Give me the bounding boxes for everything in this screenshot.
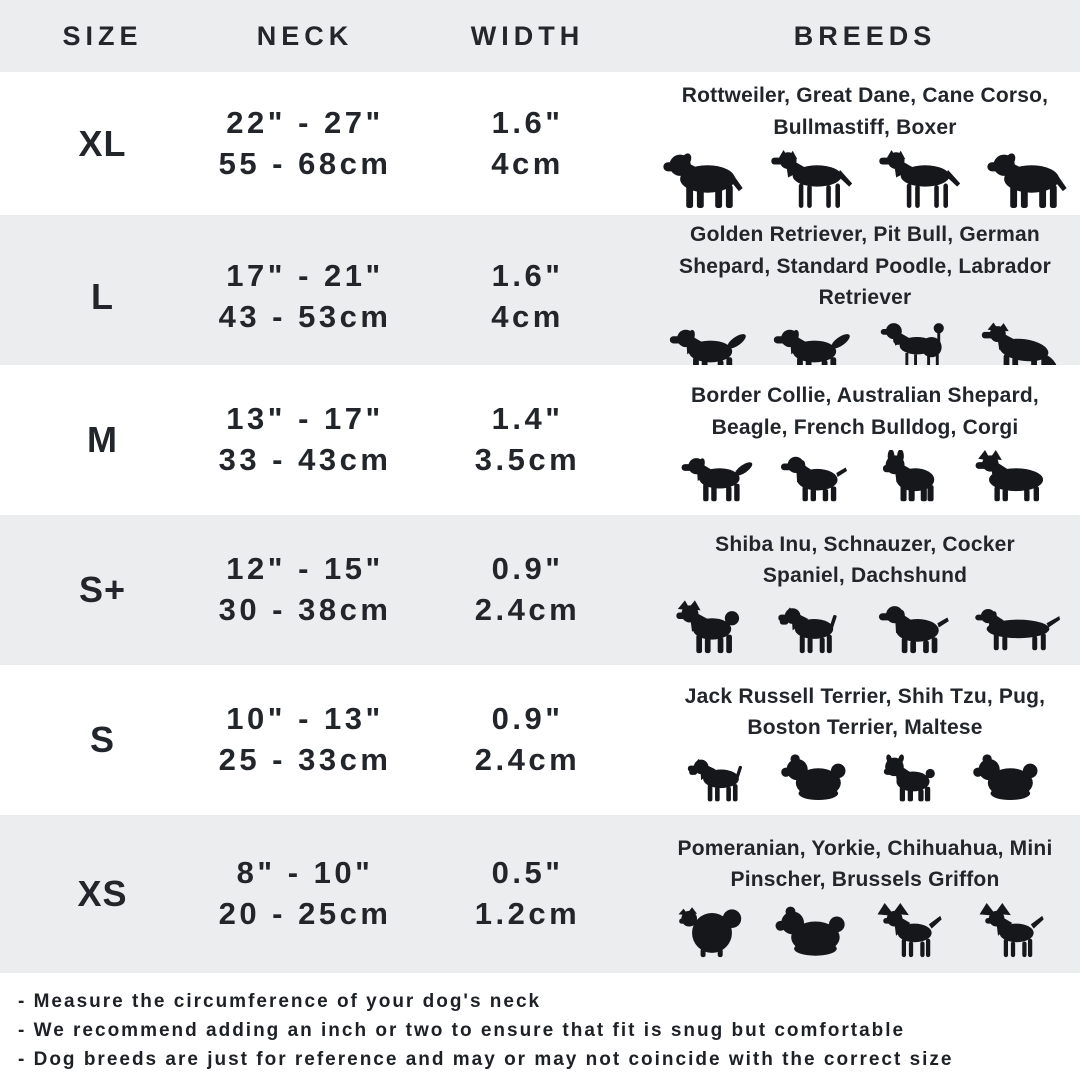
breeds-list: Jack Russell Terrier, Shih Tzu, Pug, Boston Terrier, Maltese	[684, 684, 1046, 739]
footnote-measure: - Measure the circumference of your dog's neck	[18, 991, 542, 1012]
size-label: S+	[78, 569, 127, 610]
header-breeds: BREEDS	[793, 20, 937, 51]
footnote-reference: - Dog breeds are just for reference and may or may not coincide with the correct size	[18, 1049, 954, 1070]
neck-inches: 17" - 21"	[226, 257, 384, 293]
table-row	[0, 72, 1080, 215]
neck-cm: 20 - 25cm	[218, 896, 392, 931]
neck-measurement	[205, 256, 405, 338]
width-cm: 1.2cm	[474, 896, 581, 931]
chihuahua-icon	[873, 903, 959, 960]
width-measurement	[405, 699, 650, 781]
schnauzer-icon	[771, 599, 857, 656]
cocker-spaniel-icon	[873, 599, 959, 656]
shiba-inu-icon	[669, 599, 755, 656]
neck-measurement	[205, 853, 405, 935]
table-row	[0, 815, 1080, 973]
neck-inches: 10" - 13"	[226, 701, 384, 737]
size-label: XS	[77, 873, 128, 914]
breeds-list: Golden Retriever, Pit Bull, German Shepard, Standard Poodle, Labrador Retriever	[678, 223, 1052, 309]
neck-inches: 12" - 15"	[226, 551, 384, 587]
neck-cm: 43 - 53cm	[218, 298, 392, 334]
min-pin-icon	[975, 903, 1061, 960]
size-label: L	[91, 275, 114, 317]
breeds-cell	[650, 829, 1080, 960]
neck-inches: 8" - 10"	[236, 855, 374, 891]
footnote-recommend: - We recommend adding an inch or two to ensure that fit is snug but comfortable	[18, 1020, 906, 1041]
neck-measurement	[205, 549, 405, 631]
width-measurement	[405, 549, 650, 631]
yorkie-icon	[771, 903, 857, 960]
mastiff-icon	[981, 150, 1073, 211]
width-inches: 1.6"	[491, 104, 564, 140]
neck-inches: 13" - 17"	[226, 401, 384, 437]
footnotes	[0, 973, 1080, 1080]
width-inches: 1.6"	[491, 257, 564, 293]
shih-tzu-icon	[777, 751, 857, 804]
dog-silhouettes	[657, 150, 1073, 211]
breeds-list: Pomeranian, Yorkie, Chihuahua, Mini Pinscher, Brussels Griffon	[677, 836, 1053, 891]
table-header-row	[0, 0, 1080, 72]
dog-silhouettes	[669, 903, 1061, 960]
width-inches: 0.9"	[491, 701, 564, 737]
neck-cm: 30 - 38cm	[218, 592, 392, 627]
width-cm: 4cm	[491, 145, 564, 181]
rottweiler-icon	[657, 150, 749, 211]
width-measurement	[405, 853, 650, 935]
neck-cm: 55 - 68cm	[218, 145, 392, 181]
dog-silhouettes	[677, 450, 1053, 504]
breeds-cell	[650, 525, 1080, 656]
pug-icon	[873, 751, 953, 804]
jack-russell-icon	[681, 751, 761, 804]
header-size: SIZE	[62, 20, 143, 51]
maltese-icon	[969, 751, 1049, 804]
breeds-list: Shiba Inu, Schnauzer, Cocker Spaniel, Dachshund	[715, 532, 1015, 587]
french-bulldog-icon	[873, 450, 955, 504]
neck-cm: 33 - 43cm	[218, 442, 392, 477]
doberman-icon	[873, 150, 965, 211]
dachshund-icon	[975, 599, 1061, 656]
width-inches: 0.9"	[491, 551, 564, 587]
width-inches: 1.4"	[491, 401, 564, 437]
table-row	[0, 665, 1080, 815]
breeds-cell	[650, 376, 1080, 504]
beagle-icon	[775, 450, 857, 504]
size-label: XL	[78, 122, 127, 164]
width-measurement	[405, 103, 650, 185]
dog-silhouettes	[669, 599, 1061, 656]
neck-measurement	[205, 699, 405, 781]
size-label: S	[89, 719, 115, 760]
dog-silhouettes	[681, 751, 1049, 804]
corgi-icon	[971, 450, 1053, 504]
great-dane-icon	[765, 150, 857, 211]
width-cm: 3.5cm	[474, 442, 581, 477]
border-collie-icon	[677, 450, 759, 504]
width-cm: 2.4cm	[474, 742, 581, 777]
header-neck: NECK	[256, 20, 354, 51]
width-inches: 0.5"	[491, 855, 564, 891]
pomeranian-icon	[669, 903, 755, 960]
width-measurement	[405, 399, 650, 481]
table-row	[0, 365, 1080, 515]
breeds-list: Rottweiler, Great Dane, Cane Corso, Bullmastiff, Boxer	[681, 84, 1049, 139]
breeds-cell	[650, 677, 1080, 804]
neck-measurement	[205, 103, 405, 185]
width-measurement	[405, 256, 650, 338]
neck-measurement	[205, 399, 405, 481]
table-row	[0, 215, 1080, 365]
breeds-cell	[650, 76, 1080, 211]
width-cm: 2.4cm	[474, 592, 581, 627]
table-row	[0, 515, 1080, 665]
breeds-cell	[650, 215, 1080, 379]
neck-inches: 22" - 27"	[226, 104, 384, 140]
neck-cm: 25 - 33cm	[218, 742, 392, 777]
header-width: WIDTH	[470, 20, 585, 51]
size-label: M	[87, 419, 118, 460]
width-cm: 4cm	[491, 298, 564, 334]
breeds-list: Border Collie, Australian Shepard, Beagle, French Bulldog, Corgi	[691, 384, 1039, 439]
